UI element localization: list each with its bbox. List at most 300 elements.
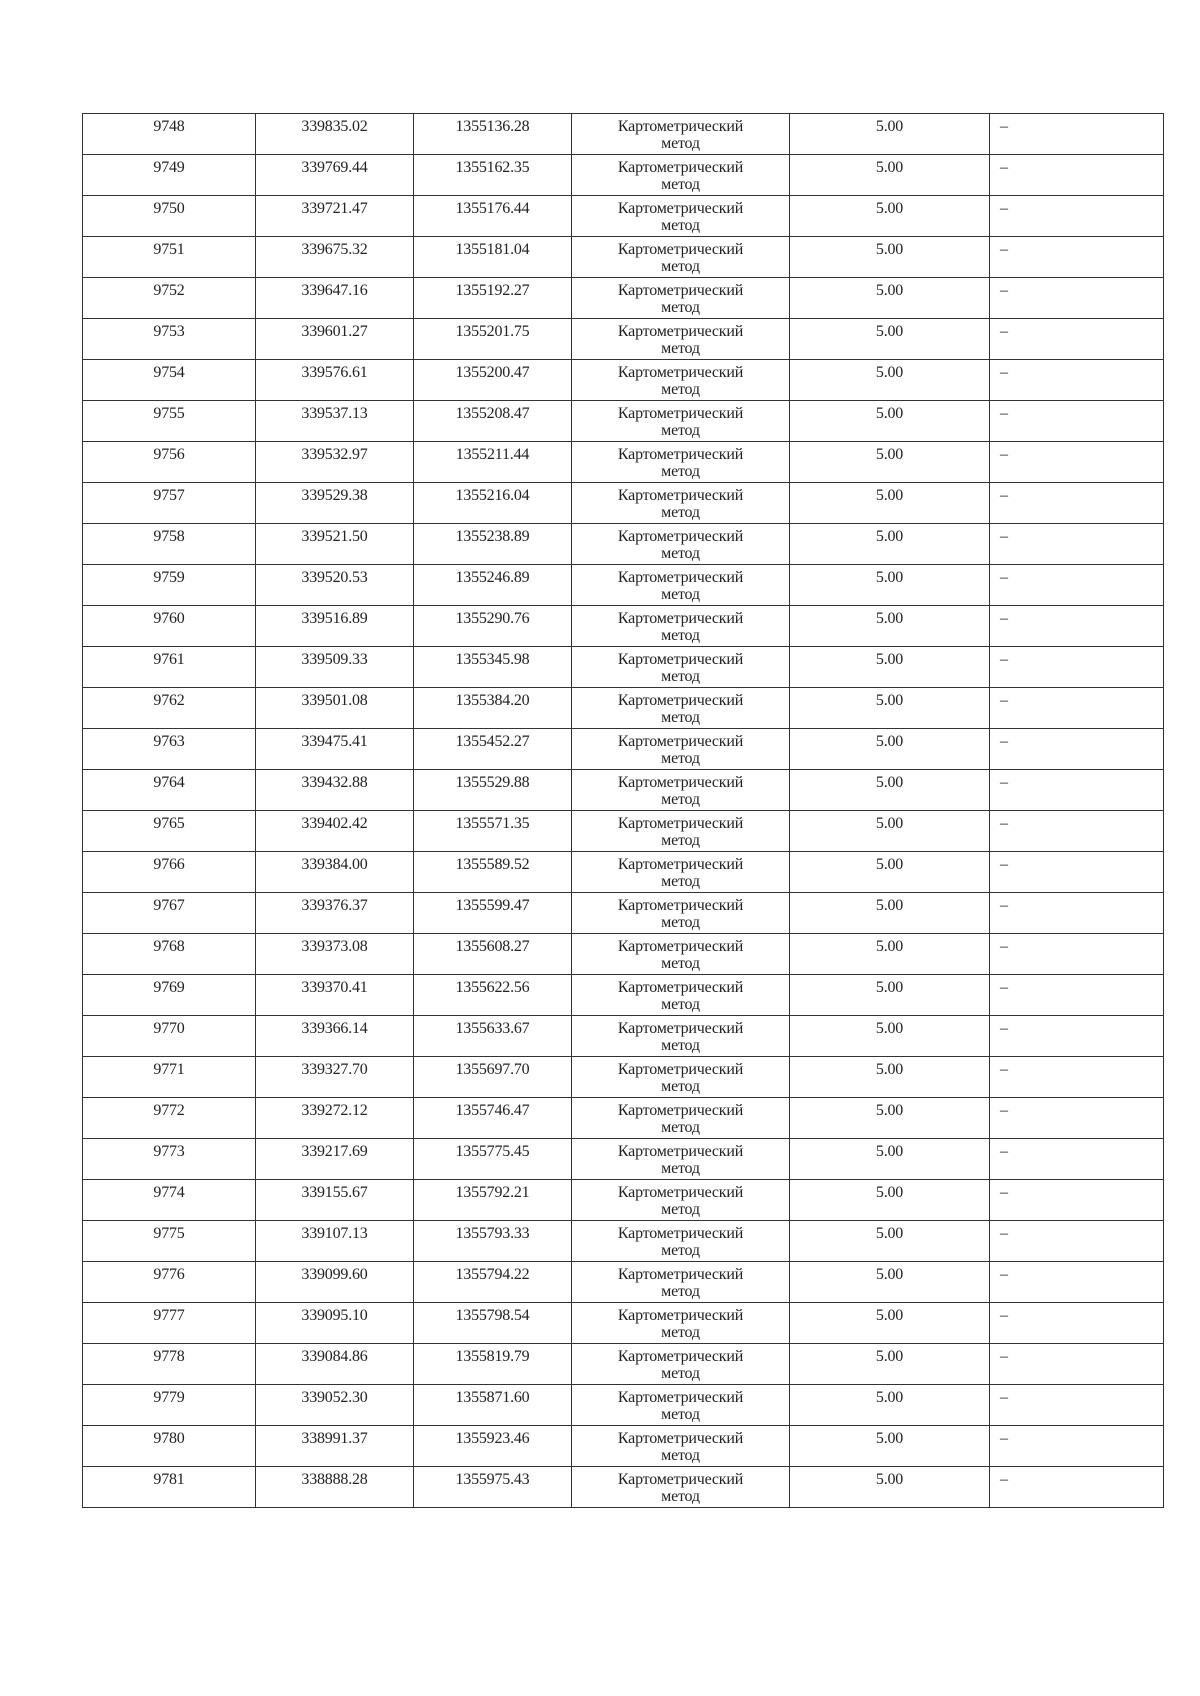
accuracy-value: 5.00: [875, 938, 904, 955]
note-value: –: [1000, 1348, 1008, 1365]
point-number: 9748: [153, 118, 185, 135]
table-row: [83, 237, 1164, 278]
y-coordinate: 1355697.70: [455, 1061, 530, 1078]
x-coordinate-cell: [256, 1057, 414, 1098]
accuracy-cell: [790, 1016, 990, 1057]
accuracy-value: 5.00: [875, 1348, 904, 1365]
method-cell: [572, 237, 790, 278]
accuracy-value: 5.00: [875, 1061, 904, 1078]
method-line-1: Картометрический: [617, 1102, 744, 1119]
table-row: [83, 278, 1164, 319]
point-number-cell: [83, 1016, 256, 1057]
x-coordinate-cell: [256, 565, 414, 606]
y-coordinate-cell: [414, 975, 572, 1016]
method-text: [572, 811, 789, 849]
table-row: [83, 770, 1164, 811]
method-text: [572, 155, 789, 193]
note-value: –: [1000, 815, 1008, 832]
point-number: 9772: [153, 1102, 185, 1119]
point-number: 9778: [153, 1348, 185, 1365]
method-line-1: Картометрический: [617, 1348, 744, 1365]
accuracy-value: 5.00: [875, 610, 904, 627]
y-coordinate-cell: [414, 319, 572, 360]
point-number-cell: [83, 237, 256, 278]
method-line-2: метод: [661, 873, 700, 890]
accuracy-value: 5.00: [875, 651, 904, 668]
point-number-cell: [83, 524, 256, 565]
point-number-cell: [83, 1344, 256, 1385]
accuracy-cell: [790, 688, 990, 729]
method-line-1: Картометрический: [617, 651, 744, 668]
y-coordinate: 1355452.27: [455, 733, 530, 750]
note-value: –: [1000, 569, 1008, 586]
table-row: [83, 1139, 1164, 1180]
note-cell: [990, 1139, 1164, 1180]
method-line-1: Картометрический: [617, 733, 744, 750]
method-text: [572, 647, 789, 685]
x-coordinate: 339675.32: [301, 241, 368, 258]
method-text: [572, 1467, 789, 1505]
note-value: –: [1000, 323, 1008, 340]
note-value: –: [1000, 118, 1008, 135]
method-cell: [572, 729, 790, 770]
y-coordinate: 1355798.54: [455, 1307, 530, 1324]
method-text: [572, 565, 789, 603]
method-line-1: Картометрический: [617, 241, 744, 258]
method-line-2: метод: [661, 1283, 700, 1300]
method-line-2: метод: [661, 1078, 700, 1095]
point-number-cell: [83, 1467, 256, 1508]
x-coordinate-cell: [256, 1467, 414, 1508]
note-value: –: [1000, 1430, 1008, 1447]
method-cell: [572, 401, 790, 442]
point-number: 9777: [153, 1307, 185, 1324]
table-row: [83, 360, 1164, 401]
note-cell: [990, 606, 1164, 647]
note-value: –: [1000, 282, 1008, 299]
method-cell: [572, 483, 790, 524]
point-number: 9768: [153, 938, 185, 955]
method-line-1: Картометрический: [617, 569, 744, 586]
point-number: 9775: [153, 1225, 185, 1242]
point-number-cell: [83, 893, 256, 934]
method-line-2: метод: [661, 258, 700, 275]
accuracy-cell: [790, 565, 990, 606]
method-line-1: Картометрический: [617, 1020, 744, 1037]
method-line-1: Картометрический: [617, 1307, 744, 1324]
accuracy-value: 5.00: [875, 446, 904, 463]
accuracy-cell: [790, 114, 990, 155]
method-cell: [572, 1016, 790, 1057]
y-coordinate: 1355775.45: [455, 1143, 530, 1160]
point-number-cell: [83, 1385, 256, 1426]
method-text: [572, 770, 789, 808]
point-number-cell: [83, 770, 256, 811]
y-coordinate-cell: [414, 811, 572, 852]
method-text: [572, 852, 789, 890]
note-cell: [990, 114, 1164, 155]
accuracy-value: 5.00: [875, 159, 904, 176]
point-number: 9754: [153, 364, 185, 381]
y-coordinate: 1355599.47: [455, 897, 530, 914]
y-coordinate-cell: [414, 893, 572, 934]
x-coordinate: 339370.41: [301, 979, 368, 996]
y-coordinate-cell: [414, 934, 572, 975]
method-cell: [572, 524, 790, 565]
point-number-cell: [83, 114, 256, 155]
point-number-cell: [83, 155, 256, 196]
method-line-1: Картометрический: [617, 1061, 744, 1078]
method-line-2: метод: [661, 1324, 700, 1341]
table-row: [83, 114, 1164, 155]
x-coordinate: 339769.44: [301, 159, 368, 176]
accuracy-cell: [790, 1139, 990, 1180]
point-number-cell: [83, 1057, 256, 1098]
method-line-1: Картометрический: [617, 979, 744, 996]
method-line-2: метод: [661, 504, 700, 521]
method-line-1: Картометрический: [617, 1266, 744, 1283]
method-cell: [572, 975, 790, 1016]
y-coordinate-cell: [414, 729, 572, 770]
method-line-1: Картометрический: [617, 446, 744, 463]
y-coordinate-cell: [414, 1467, 572, 1508]
accuracy-value: 5.00: [875, 323, 904, 340]
y-coordinate: 1355975.43: [455, 1471, 530, 1488]
method-line-2: метод: [661, 299, 700, 316]
accuracy-cell: [790, 811, 990, 852]
x-coordinate-cell: [256, 237, 414, 278]
method-text: [572, 237, 789, 275]
x-coordinate: 338888.28: [301, 1471, 368, 1488]
note-cell: [990, 1467, 1164, 1508]
y-coordinate: 1355345.98: [455, 651, 530, 668]
accuracy-cell: [790, 729, 990, 770]
accuracy-cell: [790, 1426, 990, 1467]
method-cell: [572, 1057, 790, 1098]
method-cell: [572, 155, 790, 196]
note-cell: [990, 237, 1164, 278]
method-line-2: метод: [661, 1447, 700, 1464]
note-value: –: [1000, 938, 1008, 955]
method-line-1: Картометрический: [617, 282, 744, 299]
point-number-cell: [83, 319, 256, 360]
x-coordinate-cell: [256, 688, 414, 729]
note-value: –: [1000, 528, 1008, 545]
accuracy-cell: [790, 360, 990, 401]
x-coordinate: 339272.12: [301, 1102, 368, 1119]
x-coordinate: 339521.50: [301, 528, 368, 545]
accuracy-cell: [790, 1098, 990, 1139]
table-row: [83, 565, 1164, 606]
note-cell: [990, 852, 1164, 893]
point-number: 9759: [153, 569, 185, 586]
point-number: 9751: [153, 241, 185, 258]
x-coordinate-cell: [256, 1262, 414, 1303]
note-value: –: [1000, 897, 1008, 914]
y-coordinate: 1355290.76: [455, 610, 530, 627]
method-line-1: Картометрический: [617, 528, 744, 545]
point-number: 9749: [153, 159, 185, 176]
method-cell: [572, 852, 790, 893]
y-coordinate-cell: [414, 237, 572, 278]
method-text: [572, 483, 789, 521]
point-number: 9758: [153, 528, 185, 545]
method-line-2: метод: [661, 176, 700, 193]
point-number: 9753: [153, 323, 185, 340]
y-coordinate: 1355246.89: [455, 569, 530, 586]
y-coordinate-cell: [414, 442, 572, 483]
point-number-cell: [83, 729, 256, 770]
method-line-2: метод: [661, 135, 700, 152]
y-coordinate: 1355208.47: [455, 405, 530, 422]
method-line-2: метод: [661, 381, 700, 398]
y-coordinate-cell: [414, 770, 572, 811]
method-cell: [572, 1467, 790, 1508]
point-number-cell: [83, 647, 256, 688]
note-cell: [990, 1180, 1164, 1221]
note-cell: [990, 1016, 1164, 1057]
method-text: [572, 524, 789, 562]
x-coordinate-cell: [256, 524, 414, 565]
x-coordinate: 339366.14: [301, 1020, 368, 1037]
note-value: –: [1000, 733, 1008, 750]
method-line-2: метод: [661, 1488, 700, 1505]
note-cell: [990, 934, 1164, 975]
point-number-cell: [83, 1098, 256, 1139]
point-number: 9750: [153, 200, 185, 217]
y-coordinate: 1355181.04: [455, 241, 530, 258]
method-line-1: Картометрический: [617, 1389, 744, 1406]
method-text: [572, 1303, 789, 1341]
note-cell: [990, 278, 1164, 319]
x-coordinate: 339529.38: [301, 487, 368, 504]
note-cell: [990, 483, 1164, 524]
method-line-2: метод: [661, 955, 700, 972]
accuracy-value: 5.00: [875, 856, 904, 873]
accuracy-cell: [790, 893, 990, 934]
x-coordinate-cell: [256, 934, 414, 975]
accuracy-value: 5.00: [875, 200, 904, 217]
x-coordinate-cell: [256, 278, 414, 319]
accuracy-value: 5.00: [875, 1389, 904, 1406]
accuracy-cell: [790, 1344, 990, 1385]
x-coordinate: 339520.53: [301, 569, 368, 586]
point-number-cell: [83, 1262, 256, 1303]
x-coordinate: 339384.00: [301, 856, 368, 873]
table-row: [83, 729, 1164, 770]
method-line-2: метод: [661, 668, 700, 685]
y-coordinate: 1355792.21: [455, 1184, 530, 1201]
method-line-2: метод: [661, 586, 700, 603]
x-coordinate: 339475.41: [301, 733, 368, 750]
y-coordinate-cell: [414, 401, 572, 442]
table-row: [83, 1426, 1164, 1467]
method-cell: [572, 1303, 790, 1344]
accuracy-value: 5.00: [875, 1020, 904, 1037]
y-coordinate-cell: [414, 524, 572, 565]
x-coordinate: 339095.10: [301, 1307, 368, 1324]
note-cell: [990, 770, 1164, 811]
method-line-1: Картометрический: [617, 1184, 744, 1201]
point-number-cell: [83, 852, 256, 893]
y-coordinate: 1355201.75: [455, 323, 530, 340]
method-line-1: Картометрический: [617, 692, 744, 709]
accuracy-cell: [790, 852, 990, 893]
note-cell: [990, 1262, 1164, 1303]
method-line-1: Картометрический: [617, 323, 744, 340]
method-text: [572, 360, 789, 398]
x-coordinate: 339647.16: [301, 282, 368, 299]
method-text: [572, 1262, 789, 1300]
note-cell: [990, 1057, 1164, 1098]
x-coordinate: 339835.02: [301, 118, 368, 135]
y-coordinate: 1355162.35: [455, 159, 530, 176]
x-coordinate: 339537.13: [301, 405, 368, 422]
method-text: [572, 319, 789, 357]
note-value: –: [1000, 446, 1008, 463]
accuracy-value: 5.00: [875, 733, 904, 750]
accuracy-value: 5.00: [875, 241, 904, 258]
point-number-cell: [83, 565, 256, 606]
x-coordinate-cell: [256, 606, 414, 647]
accuracy-value: 5.00: [875, 1102, 904, 1119]
point-number: 9755: [153, 405, 185, 422]
note-cell: [990, 1221, 1164, 1262]
method-text: [572, 934, 789, 972]
x-coordinate-cell: [256, 975, 414, 1016]
method-line-1: Картометрический: [617, 1225, 744, 1242]
x-coordinate: 339576.61: [301, 364, 368, 381]
method-cell: [572, 770, 790, 811]
table-row: [83, 1098, 1164, 1139]
method-text: [572, 606, 789, 644]
note-cell: [990, 401, 1164, 442]
table-row: [83, 1180, 1164, 1221]
x-coordinate-cell: [256, 811, 414, 852]
accuracy-value: 5.00: [875, 1430, 904, 1447]
table-row: [83, 688, 1164, 729]
note-value: –: [1000, 1471, 1008, 1488]
method-line-1: Картометрический: [617, 774, 744, 791]
x-coordinate: 339155.67: [301, 1184, 368, 1201]
method-cell: [572, 606, 790, 647]
note-cell: [990, 893, 1164, 934]
note-cell: [990, 1098, 1164, 1139]
note-cell: [990, 565, 1164, 606]
point-number: 9752: [153, 282, 185, 299]
method-cell: [572, 1139, 790, 1180]
note-value: –: [1000, 487, 1008, 504]
note-cell: [990, 688, 1164, 729]
accuracy-value: 5.00: [875, 487, 904, 504]
method-cell: [572, 1385, 790, 1426]
accuracy-value: 5.00: [875, 897, 904, 914]
y-coordinate: 1355923.46: [455, 1430, 530, 1447]
method-line-2: метод: [661, 1160, 700, 1177]
note-value: –: [1000, 241, 1008, 258]
point-number: 9771: [153, 1061, 185, 1078]
table-row: [83, 852, 1164, 893]
method-cell: [572, 1426, 790, 1467]
x-coordinate: 339376.37: [301, 897, 368, 914]
x-coordinate-cell: [256, 319, 414, 360]
accuracy-cell: [790, 1180, 990, 1221]
accuracy-cell: [790, 237, 990, 278]
method-cell: [572, 114, 790, 155]
method-cell: [572, 1262, 790, 1303]
method-text: [572, 1057, 789, 1095]
method-text: [572, 893, 789, 931]
method-cell: [572, 196, 790, 237]
accuracy-value: 5.00: [875, 1471, 904, 1488]
x-coordinate: 339217.69: [301, 1143, 368, 1160]
point-number-cell: [83, 1426, 256, 1467]
point-number: 9767: [153, 897, 185, 914]
accuracy-value: 5.00: [875, 364, 904, 381]
y-coordinate-cell: [414, 606, 572, 647]
x-coordinate: 339402.42: [301, 815, 368, 832]
method-line-1: Картометрический: [617, 938, 744, 955]
method-line-2: метод: [661, 463, 700, 480]
method-line-2: метод: [661, 1242, 700, 1259]
note-cell: [990, 155, 1164, 196]
x-coordinate: 339052.30: [301, 1389, 368, 1406]
y-coordinate: 1355384.20: [455, 692, 530, 709]
method-line-2: метод: [661, 422, 700, 439]
method-cell: [572, 893, 790, 934]
table-row: [83, 1262, 1164, 1303]
accuracy-cell: [790, 524, 990, 565]
method-text: [572, 442, 789, 480]
table-row: [83, 1221, 1164, 1262]
accuracy-cell: [790, 975, 990, 1016]
accuracy-cell: [790, 1385, 990, 1426]
y-coordinate: 1355211.44: [455, 446, 530, 463]
point-number-cell: [83, 196, 256, 237]
method-line-2: метод: [661, 1201, 700, 1218]
method-line-1: Картометрический: [617, 159, 744, 176]
method-cell: [572, 319, 790, 360]
x-coordinate: 339099.60: [301, 1266, 368, 1283]
method-text: [572, 1344, 789, 1382]
note-value: –: [1000, 364, 1008, 381]
method-cell: [572, 688, 790, 729]
note-cell: [990, 811, 1164, 852]
x-coordinate-cell: [256, 1016, 414, 1057]
point-number: 9773: [153, 1143, 185, 1160]
x-coordinate-cell: [256, 1139, 414, 1180]
point-number: 9756: [153, 446, 185, 463]
x-coordinate: 339532.97: [301, 446, 368, 463]
method-text: [572, 1385, 789, 1423]
note-value: –: [1000, 405, 1008, 422]
point-number: 9762: [153, 692, 185, 709]
note-value: –: [1000, 979, 1008, 996]
accuracy-cell: [790, 1262, 990, 1303]
method-text: [572, 1426, 789, 1464]
method-line-1: Картометрический: [617, 610, 744, 627]
y-coordinate-cell: [414, 1426, 572, 1467]
x-coordinate-cell: [256, 155, 414, 196]
method-text: [572, 1180, 789, 1218]
accuracy-value: 5.00: [875, 1143, 904, 1160]
point-number-cell: [83, 1139, 256, 1180]
point-number-cell: [83, 442, 256, 483]
y-coordinate: 1355136.28: [455, 118, 530, 135]
table-row: [83, 975, 1164, 1016]
note-cell: [990, 442, 1164, 483]
accuracy-cell: [790, 606, 990, 647]
